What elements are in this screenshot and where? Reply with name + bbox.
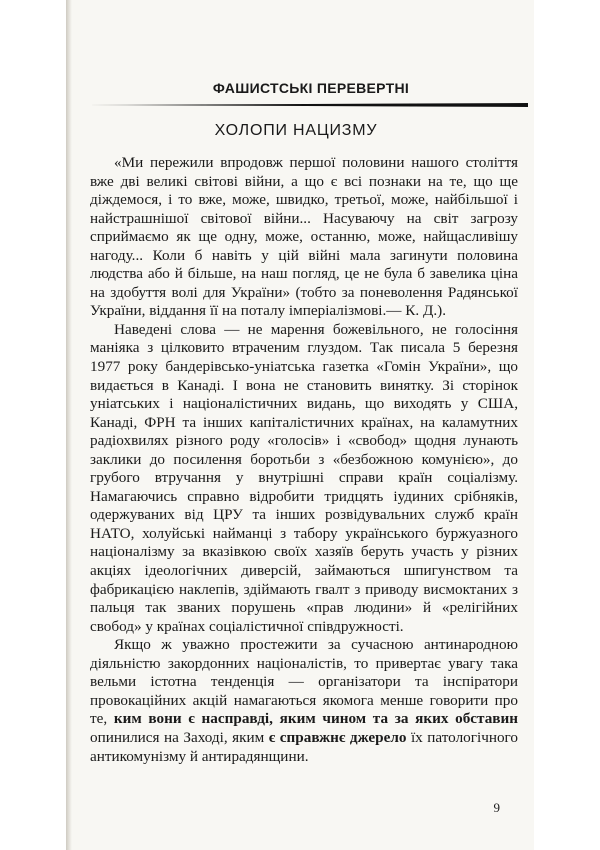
book-page — [66, 0, 534, 850]
body-text — [90, 154, 518, 766]
running-head: ФАШИСТСЬКІ ПЕРЕВЕРТНІ — [212, 80, 410, 96]
paragraph-text: Якщо ж уважно простежити за сучасною антинародною діяльністю закордонних націоналістів, то привертає увагу така вельми істотна тенденція — організатори та інспіратори провокаційних акцій намагаються якомога менше говорити про те, — [90, 636, 518, 728]
page-number: 9 — [493, 800, 500, 815]
header-rule — [88, 103, 528, 107]
bold-phrase: є справжнє джерело — [268, 728, 407, 746]
paragraph-commentary: Наведені слова — не марення божевільного, не голосіння маніяка з цілковито втраченим глуздом. Так писала 5 березня 1977 року бандерівсько-уніатська газетка «Гомін України», що видається в Канаді. І вона не становить винятку. Зі сторінок уніатських і націоналістичних видань, що виходять у США, Канаді, ФРН та інших капіталістичних країнах, на каламутних радіохвилях різного роду «голосів» і «свобод» щодня лунають заклики до посилення боротьби з «безбожною комунією», до грубого втручання у внутрішні справи країн соціалізму. Намагаючись справно відробити тридцять іудиних срібняків, одержуваних від ЦРУ та інших розвідувальних служб країн НАТО, холуйські найманці з табору українського буржуазного націоналізму за вказівкою своїх хазяїв беруть участь у різних акціях ідеологічних диверсій, займаються шпигунством та фабрикацією наклепів, здіймають гвалт з приводу висмоктаних з пальця так званих порушень «прав людини» й «релігійних свобод» у країнах соціалістичної співдружності. — [90, 320, 518, 635]
paragraph-conclusion — [90, 636, 518, 766]
paragraph-text: їх патологічного антикомунізму й антирадянщини. — [90, 728, 518, 765]
paragraph-quote: «Ми пережили впродовж першої половини нашого століття вже дві великі світові війни, а що є всі познаки на те, що ще діждемося, і то вже, може, швидко, третьої, може, найбільшої і найстрашнішої світової війни... Насуваючу на світ загрозу сприймаємо як ще одну, може, останню, може, найщасливішу нагоду... Коли б навіть у цій війні мала загинути половина людства або й більше, на наш погляд, це не була б завелика ціна на здобуття волі для України» (тобто за поневолення Радянської України, віддання її на поталу імперіалізмові.— К. Д.). — [90, 154, 518, 320]
paragraph-text: опинилися на Заході, яким — [90, 728, 269, 746]
bold-phrase: ким вони є насправді, яким чином та за яких обставин — [113, 710, 518, 728]
chapter-title: ХОЛОПИ НАЦИЗМУ — [214, 122, 378, 139]
